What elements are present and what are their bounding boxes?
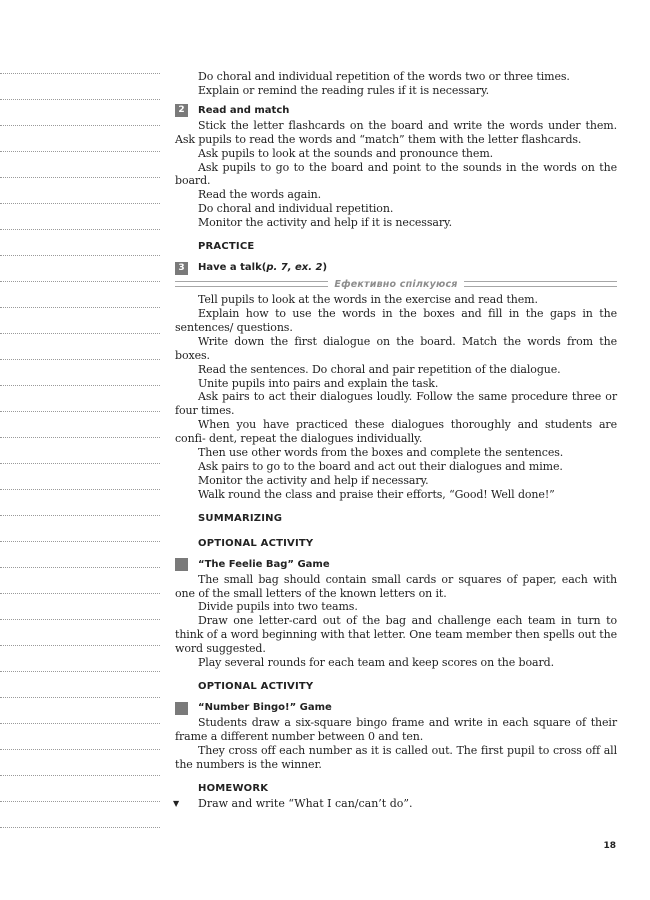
note-line: [0, 281, 160, 282]
paragraph: Then use other words from the boxes and complete the sentences.: [198, 446, 564, 460]
paragraph: Do choral and individual repetition of the words two or three times.: [198, 70, 570, 83]
section-heading: PRACTICE: [198, 241, 255, 253]
paragraph: Stick the letter flashcards on the board and write the words under them. Ask pupils to read the words and “match” them with the letter flashcards.: [175, 118, 617, 146]
communication-banner: [175, 277, 617, 291]
note-line: [0, 489, 160, 490]
paragraph: Write down the first dialogue on the board. Match the words from the boxes.: [175, 334, 617, 362]
game-title: “The Feelie Bag” Game: [198, 558, 330, 570]
paragraph: Draw one letter-card out of the bag and challenge each team in turn to think of a word beginning with that letter. One team member then spells out the word suggested.: [175, 614, 617, 656]
paragraph: Ask pairs to act their dialogues loudly. Follow the same procedure three or four times.: [175, 390, 617, 418]
paragraph: Explain or remind the reading rules if it is necessary.: [198, 83, 490, 97]
page-number: 18: [603, 841, 616, 851]
section-heading: OPTIONAL ACTIVITY: [198, 681, 314, 692]
note-line: [0, 229, 160, 230]
note-line: [0, 567, 160, 568]
section-heading: OPTIONAL ACTIVITY: [198, 537, 314, 549]
paragraph: Monitor the activity and help if necessary.: [198, 473, 429, 487]
ref-open: (: [261, 262, 267, 274]
note-line: [0, 541, 160, 542]
note-line: [0, 255, 160, 256]
exercise-title: Read and match: [198, 104, 290, 116]
note-line: [0, 463, 160, 464]
exercise-title: Have a talk: [198, 262, 262, 274]
activity-square-icon: [175, 702, 188, 715]
note-line: [0, 359, 160, 360]
note-line: [0, 775, 160, 776]
banner-rule: [175, 281, 328, 287]
note-line: [0, 203, 160, 204]
exercise-number-badge: 3: [175, 262, 188, 275]
notes-margin: [0, 0, 160, 900]
banner-rule: [464, 281, 617, 287]
paragraph: Walk round the class and praise their efforts, “Good! Well done!”: [198, 487, 555, 501]
paragraph: Read the sentences. Do choral and pair repetition of the dialogue.: [198, 362, 561, 376]
note-line: [0, 827, 160, 828]
note-line: [0, 593, 160, 594]
paragraph: Tell pupils to look at the words in the exercise and read them.: [198, 293, 538, 307]
paragraph: Students draw a six-square bingo frame and write in each square of their frame a different number between 0 and ten.: [175, 716, 617, 743]
section-heading: HOMEWORK: [198, 782, 269, 794]
homework-item: [175, 797, 617, 811]
note-line: [0, 151, 160, 152]
note-line: [0, 437, 160, 438]
exercise-heading: [175, 260, 617, 276]
note-line: [0, 73, 160, 74]
paragraph: Do choral and individual repetition.: [198, 202, 394, 216]
note-line: [0, 619, 160, 620]
section-heading: SUMMARIZING: [198, 512, 283, 524]
game-heading: [175, 557, 617, 573]
exercise-heading: [175, 103, 617, 119]
note-line: [0, 177, 160, 178]
note-line: [0, 385, 160, 386]
note-line: [0, 671, 160, 672]
paragraph: Ask pupils to go to the board and point to the sounds in the words on the board.: [175, 160, 617, 188]
page-content: [175, 70, 617, 811]
paragraph: Divide pupils into two teams.: [198, 600, 358, 614]
page-reference: p. 7, ex. 2: [266, 262, 323, 274]
paragraph: Monitor the activity and help if it is necessary.: [198, 216, 453, 230]
note-line: [0, 723, 160, 724]
triangle-bullet-icon: ▼: [173, 798, 180, 808]
paragraph: The small bag should contain small cards or squares of paper, each with one of the small letters of the known letters on it.: [175, 572, 617, 600]
paragraph: Play several rounds for each team and keep scores on the board.: [198, 656, 554, 670]
paragraph: When you have practiced these dialogues thoroughly and students are confi- dent, repeat the dialogues individually.: [175, 418, 617, 446]
paragraph: Read the words again.: [198, 188, 322, 202]
note-line: [0, 749, 160, 750]
paragraph: Explain how to use the words in the boxes and fill in the gaps in the sentences/ questions.: [175, 306, 617, 334]
activity-square-icon: [175, 558, 188, 571]
paragraph: Ask pairs to go to the board and act out their dialogues and mime.: [198, 459, 563, 473]
homework-text: Draw and write “What I can/can’t do”.: [198, 796, 413, 810]
paragraph: Unite pupils into pairs and explain the task.: [198, 376, 439, 390]
paragraph: They cross off each number as it is called out. The first pupil to cross off all the numbers is the winner.: [175, 743, 617, 771]
game-heading: [175, 700, 617, 716]
note-line: [0, 125, 160, 126]
note-line: [0, 515, 160, 516]
paragraph: Ask pupils to look at the sounds and pronounce them.: [198, 146, 494, 160]
game-title: “Number Bingo!” Game: [198, 702, 332, 713]
note-line: [0, 307, 160, 308]
banner-label: Ефективно спілкуюся: [334, 278, 458, 290]
note-line: [0, 645, 160, 646]
note-line: [0, 411, 160, 412]
note-line: [0, 99, 160, 100]
note-line: [0, 697, 160, 698]
note-line: [0, 333, 160, 334]
note-line: [0, 801, 160, 802]
ref-close: ): [322, 262, 328, 274]
exercise-number-badge: 2: [175, 104, 188, 117]
